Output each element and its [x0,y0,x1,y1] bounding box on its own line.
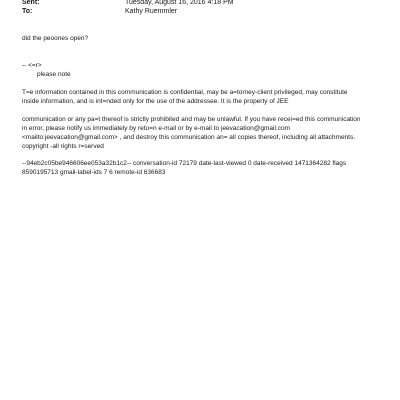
to-label: To: [22,8,33,15]
disclaimer-line: T=e information contained in this communication is confidential, may be a=torney-client privileged, may constitute [22,89,348,96]
metadata-line: --94eb2c05be946606ee053a32b1c2-- conversation-id 72179 date-last-viewed 0 date-received 1471364282 flags [22,160,347,167]
metadata-line: 8590195713 gmail-label-ids 7 6 remote-id 636683 [22,169,166,176]
disclaimer-line: inside information, and is int=nded only for the use of the addressee. It is the property of JEE [22,98,289,105]
email-question: did the peoones open? [22,35,89,42]
disclaimer-line: communication or any pa=t thereof is strictly prohibited and may be unlawful. If you have recei=ed this communication [22,116,361,123]
sent-row [22,0,234,7]
signature-marker: -- <=r> [22,62,42,69]
signature-note: please note [37,71,71,78]
to-row [22,7,177,16]
disclaimer-line: in error, please notify us immediately by retu=n e-mail or by e-mail to jeevacation@gmail.com [22,125,290,132]
sent-value: Tuesday, August 16, 2016 4:18 PM [125,0,234,6]
sent-label: Sent: [22,0,40,6]
to-value: Kathy Ruemmler [125,8,178,15]
disclaimer-line: <mailto:jeevacation@gmail.com> , and destroy this communication an= all copies thereof, including all attachments. [22,134,356,141]
disclaimer-line: copyright -all rights r=served [22,143,104,150]
